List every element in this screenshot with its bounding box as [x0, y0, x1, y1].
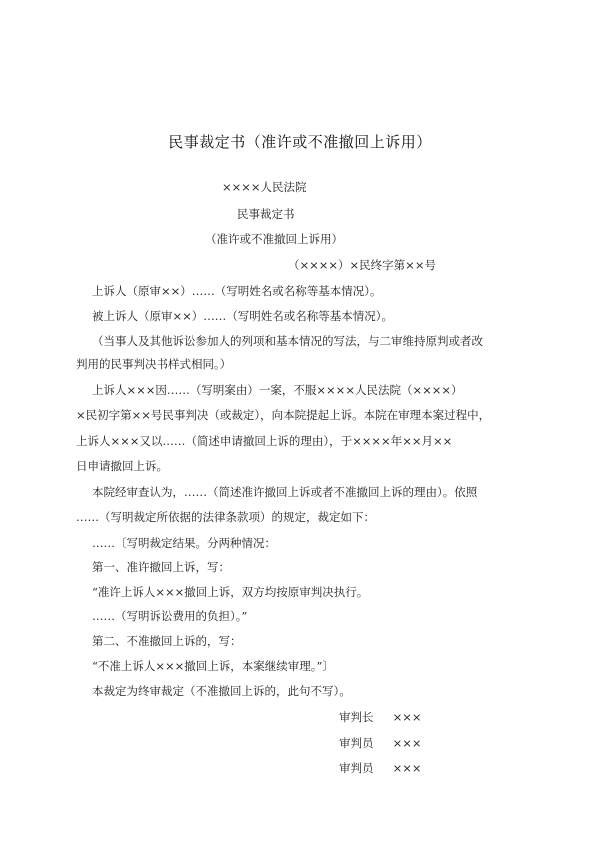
facts-line-1: 上诉人×××因……（写明案由）一案，不服××××人民法院（××××）: [92, 383, 463, 397]
ruling-case-2-text: “不准上诉人×××撤回上诉，本案继续审理。”〕: [92, 659, 334, 673]
signature-presiding-judge: [339, 710, 422, 724]
case-number: （××××）×民终字第××号: [288, 258, 436, 272]
ruling-case-1-label: 第一、准许撤回上诉，写：: [92, 560, 230, 574]
signature-name: ×××: [392, 761, 422, 775]
party-note-line-1: （当事人及其他诉讼参加人的列项和基本情况的写法，与二审维持原判或者改: [92, 334, 483, 348]
ruling-case-1-fee: ……（写明诉讼费用的负担）。”: [92, 609, 248, 623]
ruling-intro: ……〔写明裁定结果。分两种情况：: [92, 536, 276, 550]
signature-role: 审判长: [339, 710, 374, 724]
reasoning-line-1: 本院经审查认为，……（简述准许撤回上诉或者不准撤回上诉的理由）。依照: [92, 485, 478, 499]
facts-line-3: 上诉人×××又以……（简述申请撤回上诉的理由），于××××年××月××: [76, 434, 453, 448]
document-title: 民事裁定书（准许或不准撤回上诉用）: [168, 133, 432, 151]
signature-name: ×××: [392, 710, 422, 724]
document-usage: （准许或不准撤回上诉用）: [205, 232, 343, 246]
signature-judge-1: [339, 736, 422, 750]
signature-name: ×××: [392, 736, 422, 750]
signature-role: 审判员: [339, 736, 374, 750]
court-name: ××××人民法院: [222, 180, 307, 194]
finality-statement: 本裁定为终审裁定（不准撤回上诉的，此句不写）。: [92, 684, 351, 698]
appellee-line: 被上诉人（原审××）……（写明姓名或名称等基本情况）。: [92, 309, 394, 323]
party-note-line-2: 判用的民事判决书样式相同。）: [76, 357, 232, 371]
ruling-case-2-label: 第二、不准撤回上诉的，写：: [92, 634, 242, 648]
signature-judge-2: [339, 761, 422, 775]
appellant-line: 上诉人（原审××）……（写明姓名或名称等基本情况）。: [92, 284, 382, 298]
document-type: 民事裁定书: [237, 207, 295, 221]
reasoning-line-2: ……（写明裁定所依据的法律条款项）的规定，裁定如下：: [76, 510, 375, 524]
facts-line-2: ×民初字第××号民事判决（或裁定），向本院提起上诉。本院在审理本案过程中，: [76, 408, 491, 422]
signature-role: 审判员: [339, 761, 374, 775]
facts-line-4: 日申请撤回上诉。: [76, 459, 168, 473]
ruling-case-1-text: “准许上诉人×××撤回上诉，双方均按原审判决执行。: [92, 585, 369, 599]
